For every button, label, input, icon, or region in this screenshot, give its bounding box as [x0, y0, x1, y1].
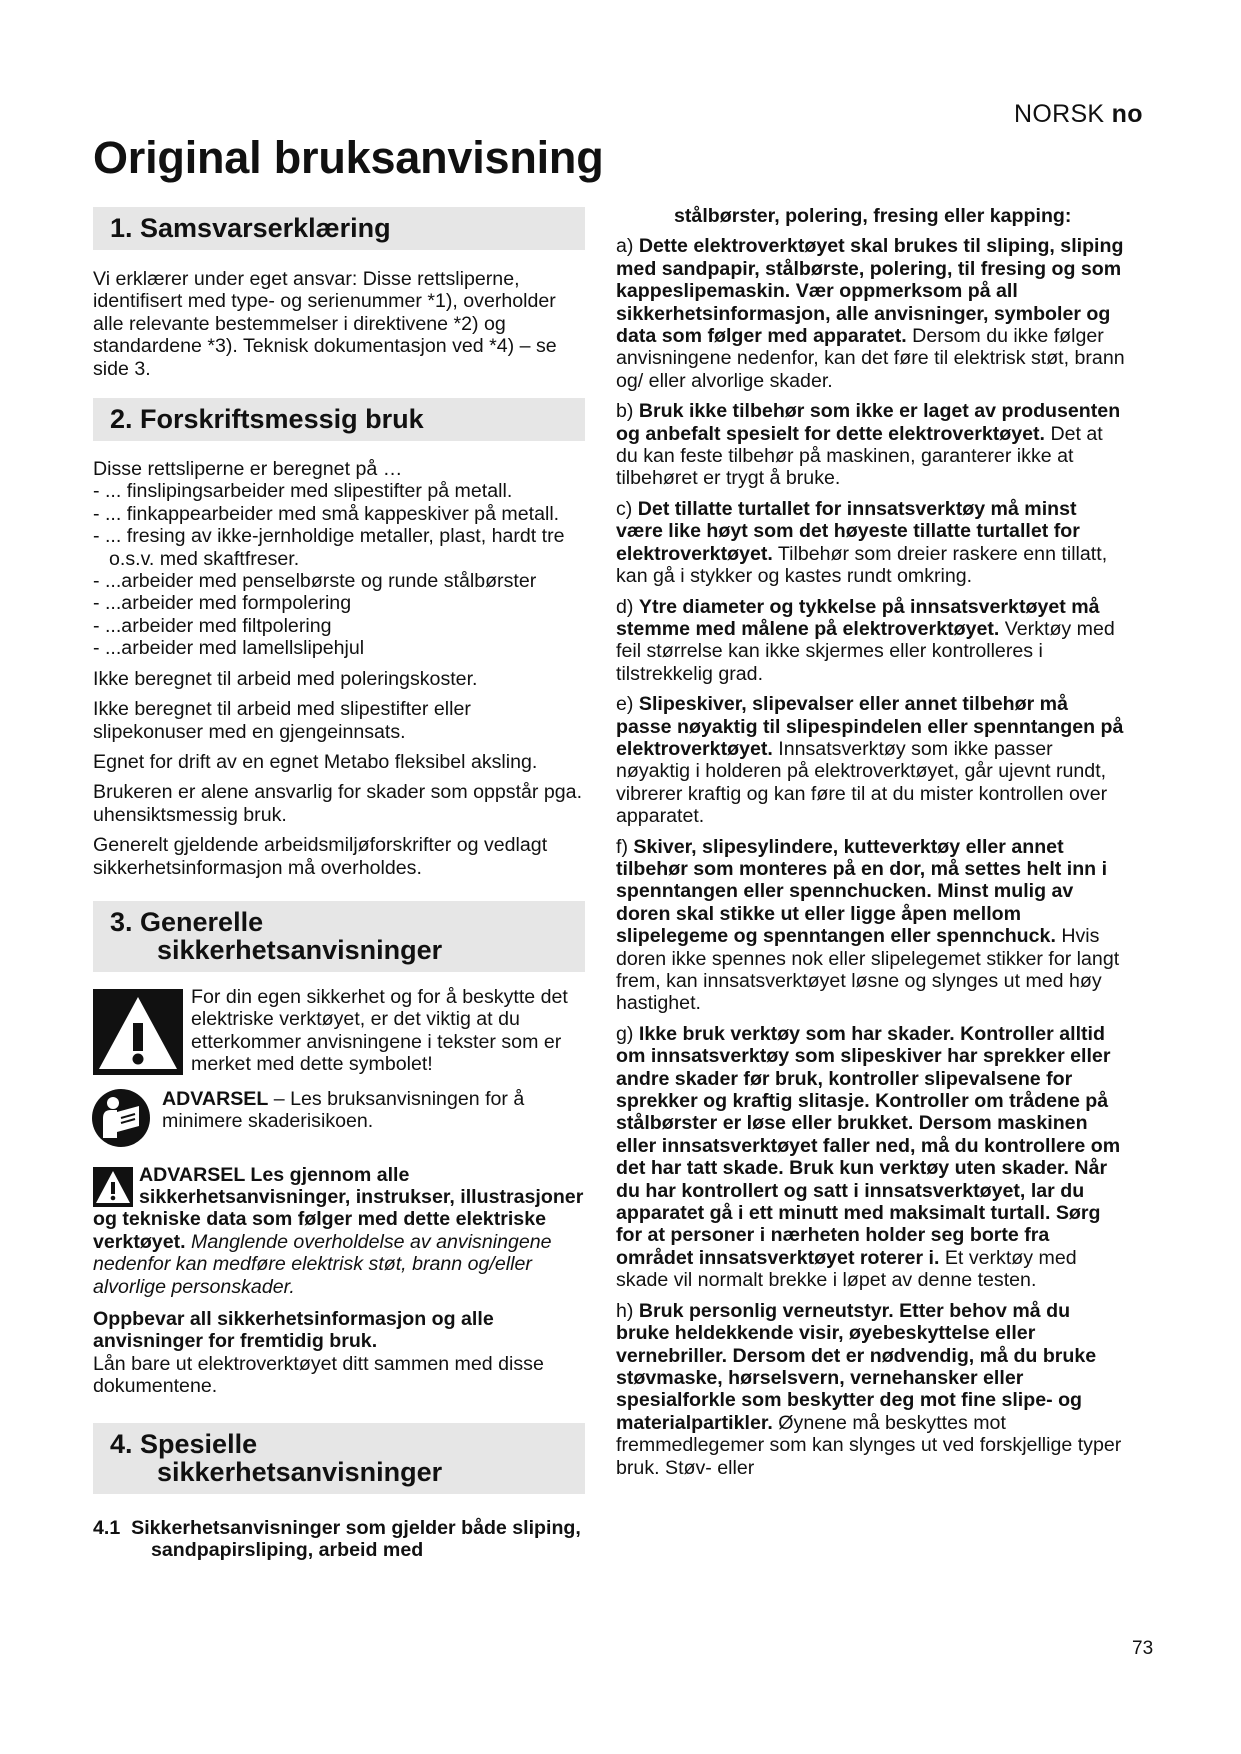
- safety-item-c: c) Det tillatte turtallet for innsatsverktøy må minst være like høyt som det høyeste tillatte turtallet for elektroverktøyet. Tilbehør som dreier raskere enn tillatt, kan gå i stykker og kastes rundt omkring.: [616, 497, 1108, 588]
- section-1-body: Vi erklærer under eget ansvar: Disse rettsliperne, identifisert med type- og serienummer *1), overholder alle relevante bestemmelser i direktivene *2) og standardene *3). Teknisk dokumentasjon ved *4) – se side 3.: [93, 268, 557, 380]
- list-item: - ... finslipingsarbeider med slipestifter på metall.: [93, 480, 513, 503]
- list-item: - ...arbeider med lamellslipehjul: [93, 637, 365, 660]
- safety-item-d: d) Ytre diameter og tykkelse på innsatsverktøyet må stemme med målene på elektroverktøyet. Verktøy med feil størrelse kan ikke skjermes eller kontrolleres i tilstrekkelig grad.: [616, 595, 1115, 685]
- list-item: - ...arbeider med filtpolering: [93, 614, 332, 637]
- section-2-heading: 2. Forskriftsmessig bruk: [93, 398, 585, 441]
- section-2-intro: Disse rettsliperne er beregnet på …: [93, 458, 403, 481]
- list-item: - ... fresing av ikke-jernholdige metaller, plast, hardt tre o.s.v. med skaftfreser.: [93, 525, 565, 570]
- advarsel-read-all-block: [93, 1164, 585, 1298]
- warning-symbol-block: [93, 986, 585, 1076]
- language-code: no: [1111, 100, 1143, 128]
- section-3-heading: 3. Generelle sikkerhetsanvisninger: [93, 901, 585, 972]
- safety-item-e: e) Slipeskiver, slipevalser eller annet tilbehør må passe nøyaktig til slipespindelen eller spenntangen på elektroverktøyet. Innsatsverktøy som ikke passer nøyaktig i holderen på elektroverktøyet, går ujevnt rundt, vibrerer kraftig og kan føre til at du mister kontrollen over apparatet.: [616, 693, 1124, 828]
- safety-item-a: a) Dette elektroverktøyet skal brukes til sliping, sliping med sandpapir, stålbørste, polering, til fresing og som kappeslipemaskin. Vær oppmerksom på all sikkerhetsinformasjon, alle anvisninger, symboler og data som følger med apparatet. Dersom du ikke følger anvisningene nedenfor, kan det føre til elektrisk støt, brann og/ eller alvorlige skader.: [616, 235, 1125, 392]
- continued-heading: stålbørster, polering, fresing eller kapping:: [674, 205, 1072, 227]
- safety-item-g: g) Ikke bruk verktøy som har skader. Kontroller alltid om innsatsverktøy som slipeskiver har sprekker eller andre skader før bruk, kontroller slipevalsene for sprekker og kraftig slitasje. Kontroller om trådene på stålbørster er løse eller brukket. Dersom maskinen eller innsatsverktøyet faller ned, må du kontrollere om det har tatt skade. Bruk kun verktøy uten skader. Når du har kontrollert og satt i innsatsverktøyet, lar du apparatet gå i ett minutt med maksimalt turtall. Sørg for at personer i nærheten holder seg borte fra området innsatsverktøyet roterer i. Et verktøy med skade vil normalt brekke i løpet av denne testen.: [616, 1022, 1121, 1292]
- warning-symbol-text: For din egen sikkerhet og for å beskytte det elektriske verktøyet, er det viktig at du etterkommer anvisningene i tekster som er merket med dette symbolet!: [191, 985, 568, 1076]
- small-warning-icon: [93, 1167, 133, 1207]
- subsection-4-1-heading: 4.1 Sikkerhetsanvisninger som gjelder både sliping, sandpapirsliping, arbeid med: [93, 1516, 581, 1562]
- liability-note: Brukeren er alene ansvarlig for skader som oppstår pga. uhensiktsmessig bruk.: [93, 781, 583, 826]
- right-column: [616, 205, 1126, 1479]
- advarsel-read-all-text: ADVARSEL Les gjennom alle sikkerhetsanvisninger, instrukser, illustrasjoner og tekniske data som følger med dette elektriske verktøyet. Manglende overholdelse av anvisningene nedenfor kan medføre elektrisk støt, brann og/eller alvorlige personskader.: [93, 1163, 584, 1298]
- list-item: - ... finkappearbeider med små kappeskiver på metall.: [93, 502, 560, 525]
- flexible-shaft-note: Egnet for drift av en egnet Metabo fleksibel aksling.: [93, 750, 538, 773]
- list-item: - ...arbeider med penselbørste og runde stålbørster: [93, 570, 537, 593]
- section-1-heading: 1. Samsvarserklæring: [93, 207, 585, 250]
- warning-triangle-icon: [93, 989, 183, 1075]
- language-name: NORSK: [1014, 100, 1105, 128]
- language-label: [1014, 100, 1143, 129]
- list-item: - ...arbeider med formpolering: [93, 592, 352, 615]
- not-intended-polishing: Ikke beregnet til arbeid med poleringskoster.: [93, 667, 478, 690]
- keep-instructions-text: Oppbevar all sikkerhetsinformasjon og alle anvisninger for fremtidig bruk. Lån bare ut elektroverktøyet ditt sammen med disse dokumentene.: [93, 1308, 544, 1398]
- not-intended-threaded: Ikke beregnet til arbeid med slipestifter eller slipekonuser med en gjengeinnsats.: [93, 698, 471, 743]
- safety-item-b: b) Bruk ikke tilbehør som ikke er laget av produsenten og anbefalt spesielt for dette elektroverktøyet. Det at du kan feste tilbehør på maskinen, garanterer ikke at tilbehøret er trygt å bruke.: [616, 400, 1121, 490]
- regulations-note: Generelt gjeldende arbeidsmiljøforskrifter og vedlagt sikkerhetsinformasjon må overholdes.: [93, 834, 548, 879]
- usage-list: [93, 480, 585, 659]
- safety-item-f: f) Skiver, slipesylindere, kutteverktøy eller annet tilbehør som monteres på en dor, må settes helt inn i spenntangen eller spennchucken. Minst mulig av doren skal stikke ut eller ligge åpen mellom slipelegeme og spenntangen eller spennchuck. Hvis doren ikke spennes nok eller slipelegemet stikker for langt frem, kan innsatsverktøyet løsne og slynges ut med høy hastighet.: [616, 835, 1120, 1015]
- advarsel-manual-text: ADVARSEL – Les bruksanvisningen for å minimere skaderisikoen.: [162, 1087, 525, 1132]
- safety-item-h: h) Bruk personlig verneutstyr. Etter behov må du bruke heldekkende visir, øyebeskyttelse eller vernebriller. Dersom det er nødvendig, må du bruke støvmaske, hørselsvern, vernehansker eller spesialforkle som beskytter deg mot fine slipe- og materialpartikler. Øynene må beskyttes mot fremmedlegemer som kan slynges ut ved forskjellige typer bruk. Støv- eller: [616, 1299, 1122, 1479]
- page-title: Original bruksanvisning: [93, 132, 604, 183]
- left-column: [93, 207, 585, 1561]
- section-4-heading: 4. Spesielle sikkerhetsanvisninger: [93, 1423, 585, 1494]
- advarsel-manual-block: [93, 1088, 585, 1148]
- page-number: 73: [1132, 1638, 1154, 1659]
- read-manual-icon: [91, 1088, 151, 1148]
